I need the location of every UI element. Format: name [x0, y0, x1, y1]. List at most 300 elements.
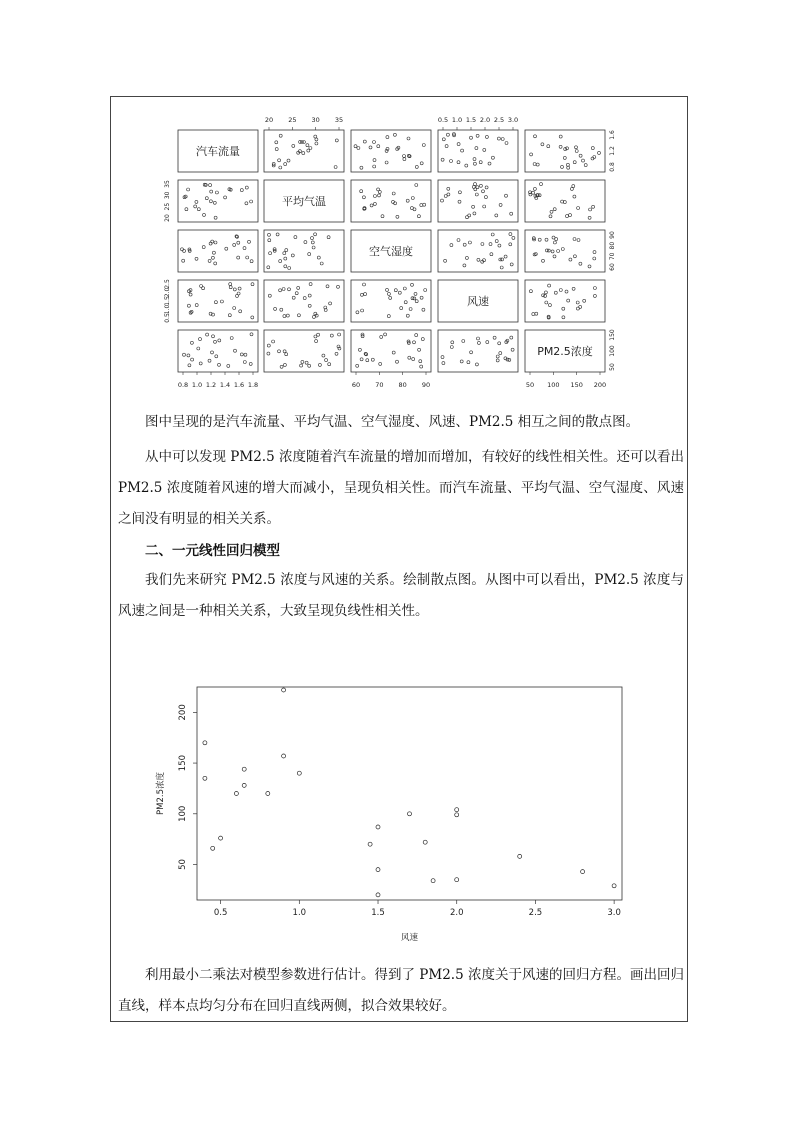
matrix-point: [386, 136, 389, 139]
matrix-point: [554, 291, 557, 294]
matrix-left-tick: 1.5: [164, 296, 171, 306]
matrix-point: [245, 202, 248, 205]
matrix-point: [373, 165, 376, 168]
matrix-point: [268, 239, 271, 242]
matrix-point: [419, 360, 422, 363]
matrix-point: [292, 296, 295, 299]
matrix-point: [420, 204, 423, 207]
matrix-point: [457, 161, 460, 164]
matrix-point: [536, 163, 539, 166]
matrix-point: [315, 142, 318, 145]
matrix-point: [377, 188, 380, 191]
matrix-point: [593, 294, 596, 297]
matrix-point: [593, 287, 596, 290]
matrix-right-tick: 1.6: [609, 130, 616, 140]
matrix-point: [202, 246, 205, 249]
x-tick-label: 1.5: [371, 908, 385, 918]
matrix-point: [582, 159, 585, 162]
matrix-point: [411, 283, 414, 286]
data-point: [455, 808, 459, 812]
matrix-right-tick: 0.8: [609, 162, 616, 172]
matrix-point: [378, 194, 381, 197]
matrix-left-tick: 35: [164, 180, 171, 188]
matrix-point: [565, 290, 568, 293]
matrix-point: [315, 340, 318, 343]
matrix-point: [579, 262, 582, 265]
matrix-point: [214, 241, 217, 244]
matrix-point: [240, 189, 243, 192]
matrix-point: [237, 256, 240, 259]
matrix-point: [479, 184, 482, 187]
matrix-point: [380, 335, 383, 338]
data-point: [219, 836, 223, 840]
matrix-point: [240, 353, 243, 356]
matrix-point: [317, 256, 320, 259]
matrix-point: [481, 243, 484, 246]
matrix-point: [465, 164, 468, 167]
matrix-point: [202, 287, 205, 290]
matrix-point: [490, 253, 493, 256]
x-tick-label: 0.5: [213, 908, 228, 918]
matrix-point: [458, 191, 461, 194]
matrix-point: [362, 196, 365, 199]
matrix-point: [237, 241, 240, 244]
matrix-point: [280, 308, 283, 311]
matrix-panel: [525, 230, 605, 272]
matrix-point: [297, 314, 300, 317]
matrix-right-tick: 60: [609, 263, 616, 271]
matrix-point: [320, 262, 323, 265]
matrix-point: [415, 334, 418, 337]
matrix-right-tick: 1.2: [609, 146, 616, 156]
matrix-point: [407, 137, 410, 140]
matrix-point: [379, 362, 382, 365]
matrix-point: [288, 288, 291, 291]
matrix-point: [283, 315, 286, 318]
matrix-point: [279, 166, 282, 169]
matrix-point: [199, 338, 202, 341]
matrix-point: [588, 216, 591, 219]
matrix-point: [409, 308, 412, 311]
matrix-point: [509, 233, 512, 236]
matrix-point: [218, 363, 221, 366]
matrix-point: [360, 166, 363, 169]
matrix-point: [406, 314, 409, 317]
x-axis-label: 风速: [400, 933, 419, 943]
matrix-panel: [438, 180, 518, 222]
matrix-left-tick: 2.0: [164, 287, 171, 298]
matrix-point: [211, 256, 214, 259]
matrix-point: [229, 283, 232, 286]
matrix-point: [243, 247, 246, 250]
matrix-point: [276, 233, 279, 236]
matrix-left-tick: 20: [164, 214, 171, 222]
matrix-point: [294, 236, 297, 239]
matrix-point: [576, 301, 579, 304]
matrix-point: [301, 360, 304, 363]
matrix-point: [182, 259, 185, 262]
data-point: [581, 870, 585, 874]
matrix-point: [208, 259, 211, 262]
matrix-point: [593, 257, 596, 260]
matrix-point: [335, 139, 338, 142]
matrix-point: [501, 258, 504, 261]
matrix-bottom-tick: 70: [375, 381, 384, 389]
matrix-point: [505, 194, 508, 197]
matrix-point: [283, 363, 286, 366]
matrix-point: [188, 364, 191, 367]
matrix-point: [422, 308, 425, 311]
matrix-point: [593, 251, 596, 254]
data-point: [408, 812, 412, 816]
matrix-point: [304, 241, 307, 244]
matrix-point: [329, 302, 332, 305]
scatter-matrix: [178, 127, 605, 375]
matrix-point: [541, 143, 544, 146]
y-tick-label: 50: [178, 859, 188, 870]
matrix-point: [566, 147, 569, 150]
matrix-panel: [351, 280, 431, 322]
data-point: [376, 868, 380, 872]
matrix-point: [215, 355, 218, 358]
x-tick-label: 1.0: [292, 908, 307, 918]
matrix-point: [461, 149, 464, 152]
matrix-point: [302, 152, 305, 155]
matrix-point: [499, 203, 502, 206]
matrix-point: [420, 296, 423, 299]
matrix-panel: [525, 180, 605, 222]
matrix-point: [414, 292, 417, 295]
paragraph-2-text: 从中可以发现 PM2.5 浓度随着汽车流量的增加而增加，有较好的线性相关性。还可以看出PM2.5 浓度随着风速的增大而减小，呈现负相关性。而汽车流量、平均气温、空气湿度、风速之间没有明显的相关关系。: [118, 449, 684, 527]
matrix-point: [195, 304, 198, 307]
matrix-point: [422, 144, 425, 147]
matrix-point: [392, 351, 395, 354]
matrix-point: [457, 239, 460, 242]
matrix-point: [377, 145, 380, 148]
matrix-point: [249, 362, 252, 365]
variable-label: 平均气温: [282, 195, 326, 208]
matrix-top-tick: 3.0: [507, 116, 519, 124]
x-tick-label: 2.5: [528, 908, 543, 918]
matrix-point: [394, 289, 397, 292]
matrix-point: [573, 255, 576, 258]
matrix-point: [533, 163, 536, 166]
matrix-point: [308, 253, 311, 256]
matrix-point: [279, 289, 282, 292]
data-point: [211, 846, 215, 850]
matrix-point: [473, 162, 476, 165]
matrix-point: [398, 291, 401, 294]
matrix-point: [373, 141, 376, 144]
matrix-top-tick: 0.5: [437, 116, 449, 124]
matrix-point: [230, 337, 233, 340]
matrix-point: [420, 365, 423, 368]
matrix-point: [476, 186, 479, 189]
matrix-point: [300, 141, 303, 144]
x-tick-label: 3.0: [607, 908, 621, 918]
matrix-point: [566, 215, 569, 218]
matrix-point: [500, 266, 503, 269]
paragraph-2: [118, 442, 684, 535]
matrix-point: [462, 340, 465, 343]
matrix-point: [567, 166, 570, 169]
scatter-plot: [193, 687, 622, 904]
matrix-point: [540, 183, 543, 186]
matrix-top-tick: 2.5: [493, 116, 505, 124]
section-heading: 二、一元线性回归模型: [145, 543, 280, 559]
matrix-point: [532, 313, 535, 316]
matrix-point: [267, 352, 270, 355]
matrix-point: [384, 333, 387, 336]
matrix-bottom-tick: 0.8: [177, 381, 189, 389]
matrix-point: [577, 207, 580, 210]
matrix-point: [413, 341, 416, 344]
matrix-point: [287, 159, 290, 162]
matrix-top-tick: 1.0: [451, 116, 463, 124]
matrix-left-tick: 2.5: [164, 279, 171, 289]
matrix-point: [463, 264, 466, 267]
matrix-point: [373, 202, 376, 205]
matrix-point: [408, 356, 411, 359]
matrix-bottom-tick: 150: [570, 381, 583, 389]
matrix-point: [330, 334, 333, 337]
matrix-point: [195, 257, 198, 260]
matrix-point: [386, 288, 389, 291]
matrix-point: [187, 354, 190, 357]
matrix-point: [467, 361, 470, 364]
matrix-point: [559, 135, 562, 138]
matrix-point: [211, 240, 214, 243]
matrix-point: [498, 342, 501, 345]
matrix-point: [364, 293, 367, 296]
matrix-point: [306, 144, 309, 147]
matrix-point: [214, 301, 217, 304]
matrix-bottom-tick: 90: [421, 381, 431, 389]
matrix-panel: [264, 130, 344, 172]
matrix-point: [282, 288, 285, 291]
paragraph-4-text: 利用最小二乘法对模型参数进行估计。得到了 PM2.5 浓度关于风速的回归方程。画出回归直线，样本点均匀分布在回归直线两侧，拟合效果较好。: [118, 967, 684, 1014]
data-point: [266, 792, 270, 796]
matrix-point: [463, 243, 466, 246]
matrix-point: [589, 208, 592, 211]
matrix-point: [501, 138, 504, 141]
y-tick-label: 200: [178, 704, 188, 721]
matrix-point: [553, 255, 556, 258]
matrix-point: [183, 249, 186, 252]
matrix-point: [305, 361, 308, 364]
matrix-point: [441, 158, 444, 161]
matrix-point: [557, 250, 560, 253]
data-point: [203, 776, 207, 780]
matrix-point: [213, 201, 216, 204]
matrix-point: [233, 243, 236, 246]
matrix-bottom-tick: 100: [547, 381, 560, 389]
matrix-point: [239, 310, 242, 313]
matrix-point: [403, 287, 406, 290]
plot-area: [197, 687, 622, 900]
matrix-point: [460, 360, 463, 363]
matrix-point: [493, 336, 496, 339]
matrix-point: [189, 293, 192, 296]
matrix-point: [421, 338, 424, 341]
matrix-left-tick: 0.5: [164, 313, 171, 323]
matrix-point: [238, 287, 241, 290]
matrix-point: [387, 315, 390, 318]
matrix-point: [214, 340, 217, 343]
matrix-point: [312, 246, 315, 249]
matrix-right-tick: 70: [609, 252, 616, 261]
matrix-point: [442, 138, 445, 141]
matrix-point: [418, 348, 421, 351]
matrix-point: [505, 142, 508, 145]
matrix-point: [576, 307, 579, 310]
matrix-point: [486, 341, 489, 344]
matrix-point: [412, 358, 415, 361]
matrix-point: [363, 140, 366, 143]
matrix-point: [392, 192, 395, 195]
variable-label: 空气湿度: [369, 245, 413, 258]
matrix-point: [197, 347, 200, 350]
matrix-point: [489, 243, 492, 246]
data-point: [376, 825, 380, 829]
data-point: [612, 884, 616, 888]
data-point: [203, 741, 207, 745]
matrix-point: [308, 364, 311, 367]
matrix-panel: [525, 280, 605, 322]
matrix-point: [396, 360, 399, 363]
matrix-point: [511, 348, 514, 351]
matrix-point: [272, 340, 275, 343]
matrix-panel: [351, 130, 431, 172]
paragraph-1-text: 图中呈现的是汽车流量、平均气温、空气湿度、风速、PM2.5 相互之间的散点图。: [145, 414, 640, 430]
matrix-point: [387, 292, 390, 295]
matrix-point: [485, 135, 488, 138]
matrix-point: [569, 214, 572, 217]
data-point: [282, 688, 286, 692]
matrix-point: [275, 141, 278, 144]
matrix-point: [566, 163, 569, 166]
matrix-point: [315, 138, 318, 141]
matrix-point: [358, 348, 361, 351]
matrix-bottom-tick: 1.6: [233, 381, 245, 389]
matrix-point: [250, 260, 253, 263]
paragraph-1: [118, 407, 684, 438]
matrix-point: [450, 244, 453, 247]
matrix-point: [508, 358, 511, 361]
matrix-point: [538, 238, 541, 241]
matrix-point: [283, 252, 286, 255]
matrix-point: [476, 134, 479, 137]
matrix-bottom-tick: 1.0: [191, 381, 203, 389]
matrix-point: [190, 341, 193, 344]
data-point: [431, 879, 435, 883]
matrix-point: [475, 193, 478, 196]
matrix-bottom-tick: 1.4: [219, 381, 231, 389]
matrix-point: [451, 341, 454, 344]
matrix-point: [564, 148, 567, 151]
matrix-point: [206, 333, 209, 336]
matrix-panel: [438, 230, 518, 272]
matrix-point: [356, 364, 359, 367]
matrix-point: [482, 190, 485, 193]
matrix-point: [548, 284, 551, 287]
matrix-point: [250, 333, 253, 336]
paragraph-4: [118, 960, 684, 1022]
y-tick-label: 150: [178, 754, 188, 772]
matrix-point: [559, 145, 562, 148]
matrix-point: [357, 147, 360, 150]
matrix-bottom-tick: 80: [398, 381, 407, 389]
matrix-point: [285, 353, 288, 356]
matrix-point: [366, 359, 369, 362]
matrix-point: [447, 193, 450, 196]
matrix-point: [447, 187, 450, 190]
matrix-point: [291, 254, 294, 257]
data-point: [455, 813, 459, 817]
variable-label: 风速: [467, 295, 489, 308]
matrix-point: [496, 355, 499, 358]
matrix-point: [311, 237, 314, 240]
matrix-point: [406, 199, 409, 202]
matrix-point: [510, 263, 513, 266]
matrix-point: [510, 212, 513, 215]
matrix-point: [535, 312, 538, 315]
matrix-point: [488, 162, 491, 165]
matrix-point: [309, 147, 312, 150]
matrix-point: [446, 133, 449, 136]
matrix-right-tick: 100: [609, 345, 616, 357]
matrix-right-tick: 50: [609, 363, 616, 371]
matrix-point: [279, 260, 282, 263]
matrix-point: [284, 163, 287, 166]
matrix-point: [267, 344, 270, 347]
matrix-point: [403, 155, 406, 158]
matrix-point: [479, 161, 482, 164]
matrix-point: [533, 187, 536, 190]
matrix-point: [575, 150, 578, 153]
matrix-point: [441, 199, 444, 202]
matrix-point: [473, 212, 476, 215]
matrix-point: [592, 205, 595, 208]
matrix-point: [562, 307, 565, 310]
matrix-point: [328, 363, 331, 366]
matrix-point: [283, 350, 286, 353]
matrix-point: [403, 158, 406, 161]
matrix-point: [547, 145, 550, 148]
matrix-right-tick: 150: [609, 329, 616, 341]
matrix-point: [228, 314, 231, 317]
matrix-point: [292, 144, 295, 147]
matrix-point: [573, 195, 576, 198]
matrix-point: [475, 147, 478, 150]
matrix-point: [579, 154, 582, 157]
matrix-point: [583, 299, 586, 302]
matrix-point: [572, 287, 575, 290]
x-tick-label: 2.0: [449, 908, 464, 918]
matrix-point: [278, 159, 281, 162]
matrix-point: [458, 200, 461, 203]
matrix-point: [553, 241, 556, 244]
matrix-point: [441, 356, 444, 359]
matrix-point: [297, 286, 300, 289]
matrix-point: [570, 187, 573, 190]
matrix-point: [491, 156, 494, 159]
data-point: [518, 854, 522, 858]
data-point: [376, 893, 380, 897]
matrix-panel: [264, 330, 344, 372]
matrix-point: [512, 236, 515, 239]
matrix-point: [300, 364, 303, 367]
